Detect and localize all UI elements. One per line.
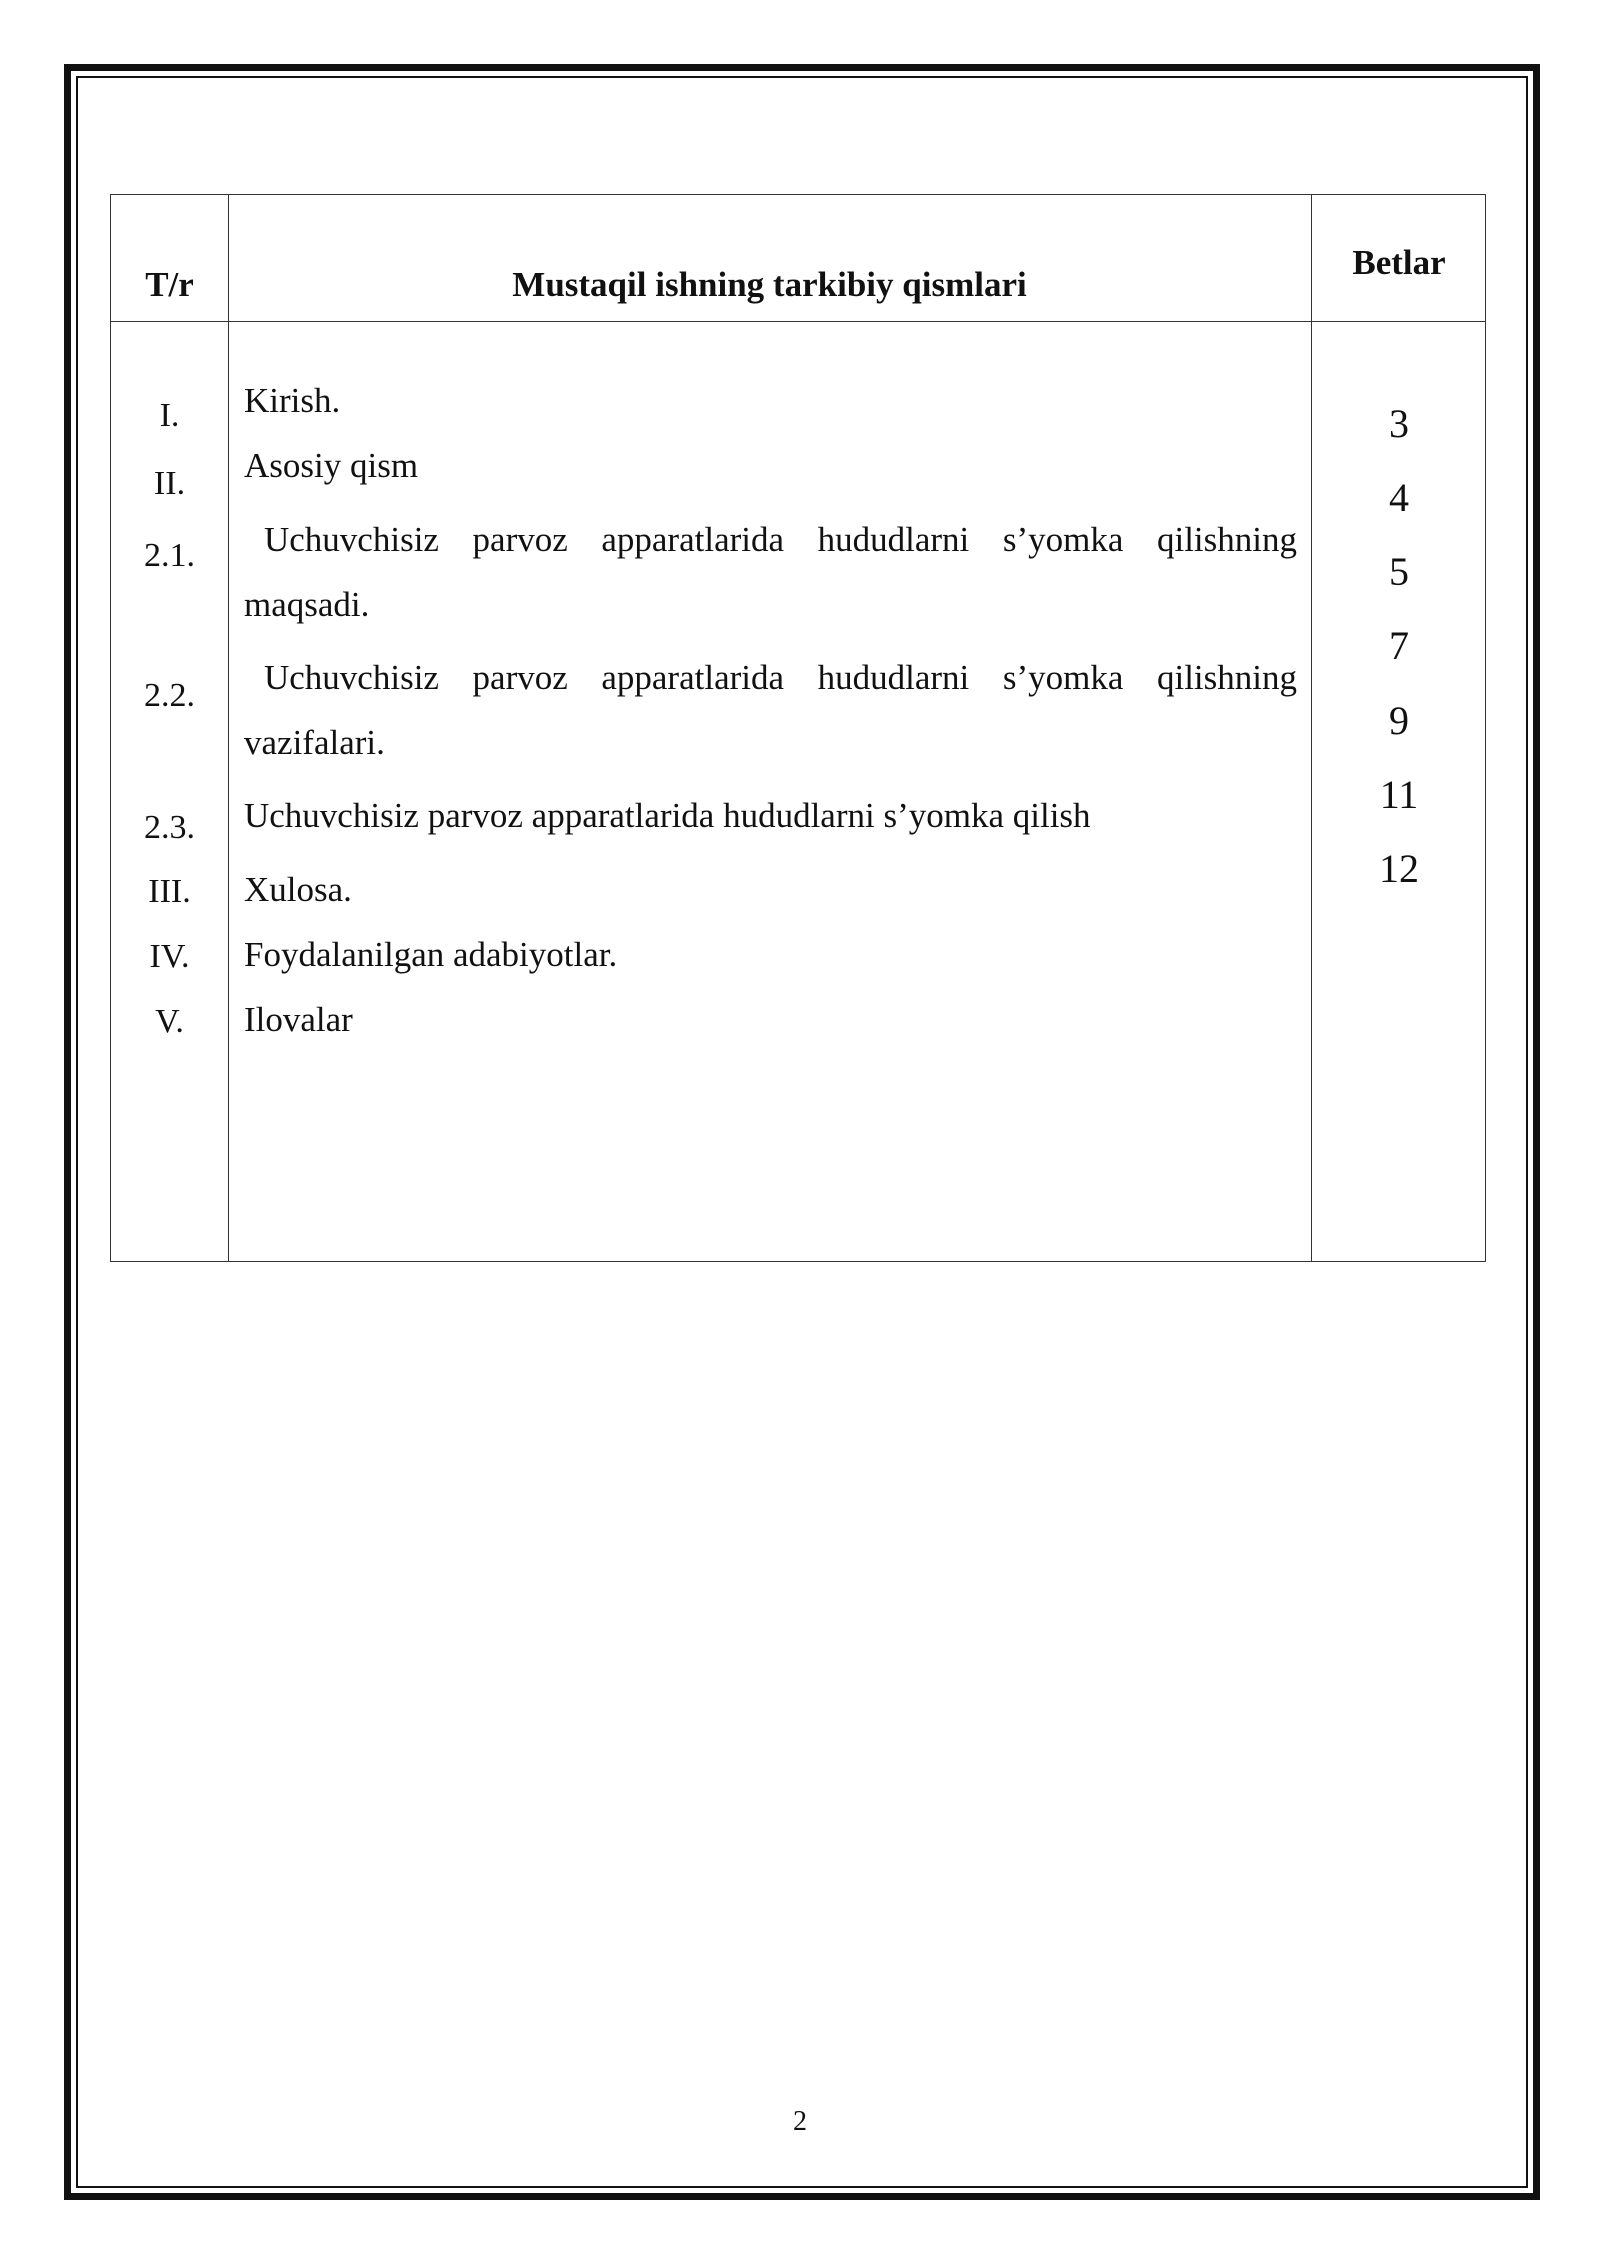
page-ref: 3 [1389, 401, 1409, 446]
toc-entry: Uchuvchisiz parvoz apparatlarida hududlarni s’yomka qilishning vazifalari. [244, 658, 1297, 762]
page-ref: 12 [1379, 846, 1419, 891]
header-number: T/r [145, 265, 194, 304]
page-ref: 9 [1389, 698, 1409, 743]
toc-entry: Ilovalar [244, 1000, 353, 1039]
header-pages: Betlar [1352, 243, 1446, 282]
header-divider [111, 321, 1485, 322]
page-ref: 11 [1379, 772, 1419, 817]
table-of-contents [110, 194, 1486, 1262]
section-number: V. [155, 1003, 184, 1040]
section-number: 2.3. [144, 809, 195, 846]
section-number: 2.2. [144, 677, 195, 714]
section-number: II. [153, 465, 186, 502]
toc-entry: Foydalanilgan adabiyotlar. [244, 935, 618, 974]
toc-entry: Xulosa. [244, 870, 352, 909]
toc-entry: Asosiy qism [244, 446, 419, 485]
page-ref: 7 [1389, 623, 1409, 668]
page-ref: 5 [1389, 549, 1409, 594]
toc-entry: Kirish. [244, 381, 341, 420]
column-divider [228, 195, 229, 1261]
section-number: 2.1. [144, 537, 195, 574]
page-number: 2 [793, 2106, 807, 2137]
section-number: I. [159, 397, 180, 434]
header-title: Mustaqil ishning tarkibiy qismlari [512, 265, 1027, 304]
section-number: III. [148, 873, 191, 910]
toc-entry: Uchuvchisiz parvoz apparatlarida hududlarni s’yomka qilish [244, 796, 1091, 835]
toc-entry: Uchuvchisiz parvoz apparatlarida hududlarni s’yomka qilishning maqsadi. [244, 520, 1297, 624]
page-ref: 4 [1389, 475, 1409, 520]
section-number: IV. [149, 938, 190, 975]
